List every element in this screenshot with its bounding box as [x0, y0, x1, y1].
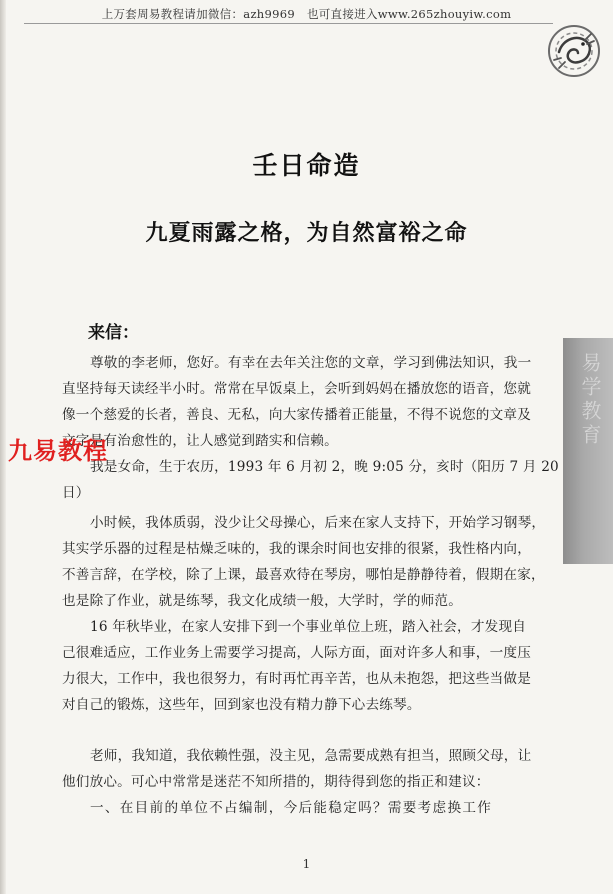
- text-line: 他们放心。可心中常常是迷茫不知所措的，期待得到您的指正和建议：: [62, 774, 490, 790]
- text-line: 老师，我知道，我依赖性强，没主见，急需要成熟有担当，照顾父母，让: [90, 748, 532, 764]
- page-title: 壬日命造: [252, 151, 361, 180]
- text-line: 也是除了作业，就是练琴，我文化成绩一般，大学时，学的师范。: [62, 593, 463, 609]
- side-decoration-strip: [563, 338, 613, 564]
- text-line: 尊敬的李老师，您好。有幸在去年关注您的文章，学习到佛法知识，我一: [90, 355, 532, 371]
- text-line: 对自己的锻炼，这些年，回到家也没有精力静下心去练琴。: [62, 697, 421, 713]
- text-line: 不善言辞，在学校，除了上课，最喜欢待在琴房，哪怕是静静待着，假期在家，: [62, 567, 545, 583]
- letter-heading: 来信：: [88, 323, 139, 343]
- text-line: 像一个慈爱的长者，善良、无私，向大家传播着正能量，不得不说您的文章及: [62, 407, 531, 423]
- text-line: 16 年秋毕业，在家人安排下到一个事业单位上班，踏入社会，才发现自: [90, 619, 527, 635]
- text-line: 己很难适应，工作业务上需要学习提高，人际方面，面对许多人和事，一度压: [62, 645, 531, 661]
- page-subtitle: 九夏雨露之格，为自然富裕之命: [145, 220, 468, 246]
- banner-website-text: 也可直接进入www.265zhouyiw.com: [306, 7, 512, 21]
- text-line: 一、在目前的单位不占编制，今后能稳定吗？需要考虑换工作: [90, 800, 493, 816]
- text-line: 文字是有治愈性的，让人感觉到踏实和信赖。: [62, 433, 338, 449]
- text-line: 我是女命，生于农历，1993 年 6 月初 2，晚 9:05 分，亥时（阳历 7 月 20: [90, 459, 559, 475]
- text-line: 日）: [62, 485, 90, 501]
- text-line: 力很大，工作中，我也很努力，有时再忙再辛苦，也从未抱怨，把这些当做是: [62, 671, 531, 687]
- dragon-emblem-icon: [545, 22, 603, 80]
- text-line: 直坚持每天读经半小时。常常在早饭桌上，会听到妈妈在播放您的语音，您就: [62, 381, 531, 397]
- text-line: 小时候，我体质弱，没少让父母操心，后来在家人支持下，开始学习钢琴，: [90, 515, 546, 531]
- header-divider: [24, 23, 553, 24]
- watermark-logo: 九易教程: [8, 437, 108, 465]
- page-number: 1: [302, 857, 311, 871]
- top-banner: [0, 6, 613, 22]
- page-left-shadow: [0, 0, 6, 894]
- banner-wechat-text: 上万套周易教程请加微信：azh9969: [101, 7, 295, 21]
- side-strip-text: 易学教育: [578, 352, 602, 448]
- text-line: 其实学乐器的过程是枯燥乏味的，我的课余时间也安排的很紧，我性格内向，: [62, 541, 531, 557]
